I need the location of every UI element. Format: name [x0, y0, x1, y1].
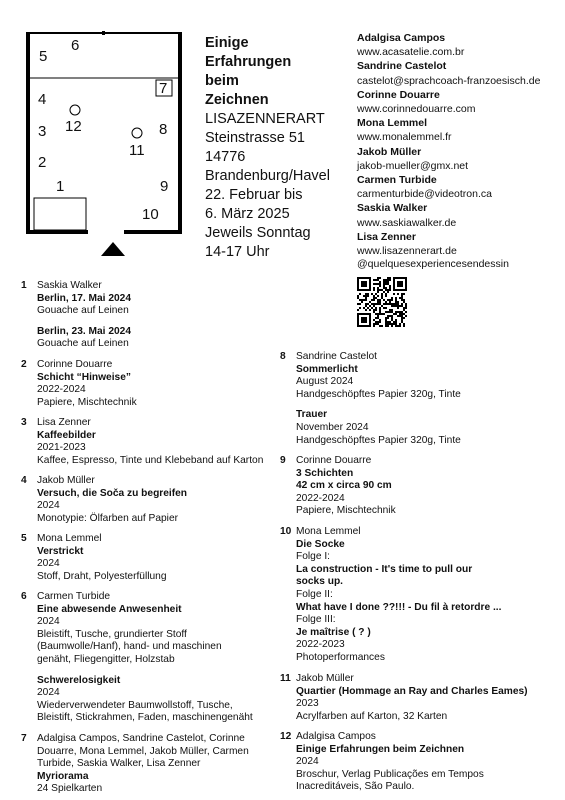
contact-link[interactable]: www.monalemmel.fr	[357, 131, 452, 144]
entry-title: socks up.	[296, 576, 343, 588]
entry-text: Photoperformances	[296, 651, 385, 663]
entry-number: 3	[21, 417, 27, 428]
entry-text: Corinne Douarre	[37, 359, 113, 370]
catalogue-entry-12	[280, 731, 484, 794]
entry-text: Gouache auf Leinen	[37, 305, 129, 317]
room-10: 10	[142, 206, 159, 223]
entry-text: Papiere, Mischtechnik	[296, 505, 396, 517]
room-7: 7	[159, 80, 168, 97]
catalogue-entry-5	[21, 533, 167, 583]
entry-text: Douarre, Mona Lemmel, Jakob Müller, Carmen	[37, 745, 249, 757]
instagram-handle[interactable]: @quelquesexperiencesendessin	[357, 258, 509, 270]
entry-number: 5	[21, 533, 27, 544]
room-6: 6	[71, 37, 80, 54]
entry-text: Stoff, Draht, Polyesterfüllung	[37, 570, 167, 582]
contact-link[interactable]: www.saskiawalker.de	[357, 216, 457, 229]
entry-title: Einige Erfahrungen beim Zeichnen	[296, 743, 465, 755]
entry-title: Trauer	[296, 409, 328, 421]
entry-text: Corinne Douarre	[296, 455, 372, 466]
entry-text: Sandrine Castelot	[296, 351, 377, 362]
entry-number: 9	[280, 455, 286, 466]
entry-title: Kaffeebilder	[37, 429, 96, 441]
catalogue-entry-4	[21, 475, 188, 525]
entry-text: Lisa Zenner	[37, 417, 91, 428]
entry-text: Acrylfarben auf Karton, 32 Karten	[296, 710, 448, 722]
venue: LISAZENNERART	[205, 111, 325, 127]
entry-text: November 2024	[296, 421, 369, 433]
entry-text: 2023	[296, 698, 319, 710]
entry-text: Jakob Müller	[296, 673, 354, 684]
contact-link[interactable]: jakob-mueller@gmx.net	[357, 159, 469, 172]
title-line: Einige	[205, 35, 249, 51]
entry-text: 2022-2024	[37, 384, 86, 396]
dates-end: 6. März 2025	[205, 206, 290, 222]
spacer	[37, 318, 131, 326]
entry-text: Handgeschöpftes Papier 320g, Tinte	[296, 388, 461, 400]
spacer	[296, 401, 461, 409]
entry-number: 6	[21, 591, 27, 602]
title-line: beim	[205, 73, 239, 89]
catalogue-entry-10	[280, 526, 502, 665]
entry-number: 4	[21, 475, 27, 486]
entry-number: 11	[280, 673, 291, 684]
catalogue-entry-2	[21, 359, 137, 409]
street: Steinstrasse 51	[205, 130, 305, 146]
entry-number: 12	[280, 731, 292, 742]
room-4: 4	[38, 91, 47, 108]
zip: 14776	[205, 149, 246, 165]
contact-link[interactable]: www.lisazennerart.de	[357, 245, 457, 258]
dates-start: 22. Februar bis	[205, 187, 303, 203]
exhibition-info	[205, 34, 345, 262]
entry-title: Schwerelosigkeit	[37, 674, 121, 686]
entry-title: What have I done ??!!! - Du fil à retordre ...	[296, 601, 502, 613]
entry-text: Adalgisa Campos	[296, 731, 376, 742]
entry-text: Wiederverwendeter Baumwollstoff, Tusche,	[37, 699, 233, 711]
entry-text: Gouache auf Leinen	[37, 338, 129, 350]
catalogue-entry-9	[280, 455, 396, 518]
catalogue-entry-3	[21, 417, 264, 467]
contact-link[interactable]: www.corinnedouarre.com	[357, 103, 476, 116]
contact-name: Corinne Douarre	[357, 88, 440, 101]
entry-text: 2024	[37, 616, 60, 628]
entry-title: 42 cm x circa 90 cm	[296, 480, 392, 492]
entry-title: Quartier (Hommage an Ray and Charles Eames)	[296, 685, 528, 697]
room-5: 5	[39, 48, 48, 65]
entry-text: Papiere, Mischtechnik	[37, 396, 137, 408]
entry-text: Bleistift, Tusche, grundierter Stoff	[37, 628, 187, 640]
catalogue-entry-11	[280, 673, 528, 723]
entry-text: Inacreditáveis, São Paulo.	[296, 781, 415, 793]
entry-text: August 2024	[296, 376, 354, 388]
entry-title: Berlin, 17. Mai 2024	[37, 292, 132, 304]
entry-text: Handgeschöpftes Papier 320g, Tinte	[296, 434, 461, 446]
catalogue-entry-6	[21, 591, 253, 725]
entry-number: 7	[21, 733, 27, 744]
contact-name: Sandrine Castelot	[357, 60, 447, 73]
catalogue-entry-1	[21, 280, 132, 351]
entry-text: (Baumwolle/Hanf), hand- und maschinen	[37, 641, 222, 653]
entry-text: 2024	[37, 500, 60, 512]
contact-link[interactable]: carmenturbide@videotron.ca	[357, 188, 492, 201]
entry-number: 10	[280, 526, 292, 537]
entry-title: Verstrickt	[37, 545, 84, 557]
title-line: Zeichnen	[205, 92, 269, 108]
entry-number: 1	[21, 280, 27, 291]
entry-text: Mona Lemmel	[296, 526, 361, 537]
catalogue-entry-8	[280, 351, 461, 447]
contact-link[interactable]: www.acasatelie.com.br	[357, 46, 465, 59]
contact-name: Jakob Müller	[357, 145, 422, 158]
entry-title: Die Socke	[296, 538, 345, 550]
entry-title: Eine abwesende Anwesenheit	[37, 603, 182, 615]
room-1: 1	[56, 178, 65, 195]
opening-days: Jeweils Sonntag	[205, 225, 311, 241]
entry-title: Berlin, 23. Mai 2024	[37, 325, 132, 337]
city: Brandenburg/Havel	[205, 168, 330, 184]
entry-number: 2	[21, 359, 27, 370]
entry-number: 8	[280, 351, 286, 362]
contact-name: Adalgisa Campos	[357, 32, 446, 44]
contact-link[interactable]: castelot@sprachcoach-franzoesisch.de	[357, 74, 541, 87]
artist-contacts	[357, 31, 562, 258]
contact-name: Lisa Zenner	[357, 230, 416, 243]
entry-text: 24 Spielkarten	[37, 783, 103, 795]
room-12: 12	[65, 118, 82, 135]
entry-title: Schicht “Hinweise”	[37, 371, 131, 383]
floor-plan-walls	[26, 30, 186, 262]
title-line: Erfahrungen	[205, 54, 292, 70]
entry-text: Kaffee, Espresso, Tinte und Klebeband auf Karton	[37, 454, 264, 466]
room-2: 2	[38, 154, 47, 171]
entry-text: Adalgisa Campos, Sandrine Castelot, Corinne	[37, 733, 245, 744]
entry-text: 2022-2023	[296, 639, 345, 651]
entry-text: 2021-2023	[37, 442, 86, 454]
entry-title: Versuch, die Soča zu begreifen	[37, 487, 188, 499]
entry-text: 2024	[37, 558, 60, 570]
qr-code-icon[interactable]	[357, 277, 407, 327]
entry-title: Myriorama	[37, 770, 89, 782]
entry-text: Folge II:	[296, 588, 333, 600]
room-9: 9	[160, 178, 169, 195]
entry-text: Mona Lemmel	[37, 533, 102, 544]
floor-plan	[26, 30, 186, 262]
contact-name: Saskia Walker	[357, 202, 428, 215]
entrance-arrow-icon	[101, 242, 125, 256]
contact-name: Mona Lemmel	[357, 117, 428, 130]
entry-title: 3 Schichten	[296, 467, 354, 479]
entry-title: Sommerlicht	[296, 363, 358, 375]
room-3: 3	[38, 123, 47, 140]
entry-text: Folge III:	[296, 614, 336, 626]
entry-text: Bleistift, Stickrahmen, Faden, maschinengenäht	[37, 712, 253, 724]
entry-text: Carmen Turbide	[37, 591, 111, 602]
catalogue-entry-7	[21, 733, 249, 796]
entry-text: Saskia Walker	[37, 280, 102, 291]
entry-text: 2024	[296, 756, 319, 768]
room-11: 11	[129, 142, 145, 159]
entry-title: La construction - It's time to pull our	[296, 563, 473, 575]
opening-hours: 14-17 Uhr	[205, 244, 270, 260]
entry-text: Turbide, Saskia Walker, Lisa Zenner	[37, 758, 201, 770]
entry-text: Folge I:	[296, 551, 330, 563]
entry-text: Jakob Müller	[37, 475, 95, 486]
entry-text: Monotypie: Ölfarben auf Papier	[37, 512, 179, 524]
room-8: 8	[159, 121, 168, 138]
entry-title: Je maîtrise ( ? )	[296, 626, 371, 638]
entry-text: 2024	[37, 687, 60, 699]
contact-name: Carmen Turbide	[357, 174, 437, 187]
spacer	[37, 667, 253, 675]
entry-text: genäht, Fliegengitter, Holzstab	[37, 653, 175, 665]
entry-text: Broschur, Verlag Publicações em Tempos	[296, 768, 484, 780]
entry-text: 2022-2024	[296, 492, 345, 504]
